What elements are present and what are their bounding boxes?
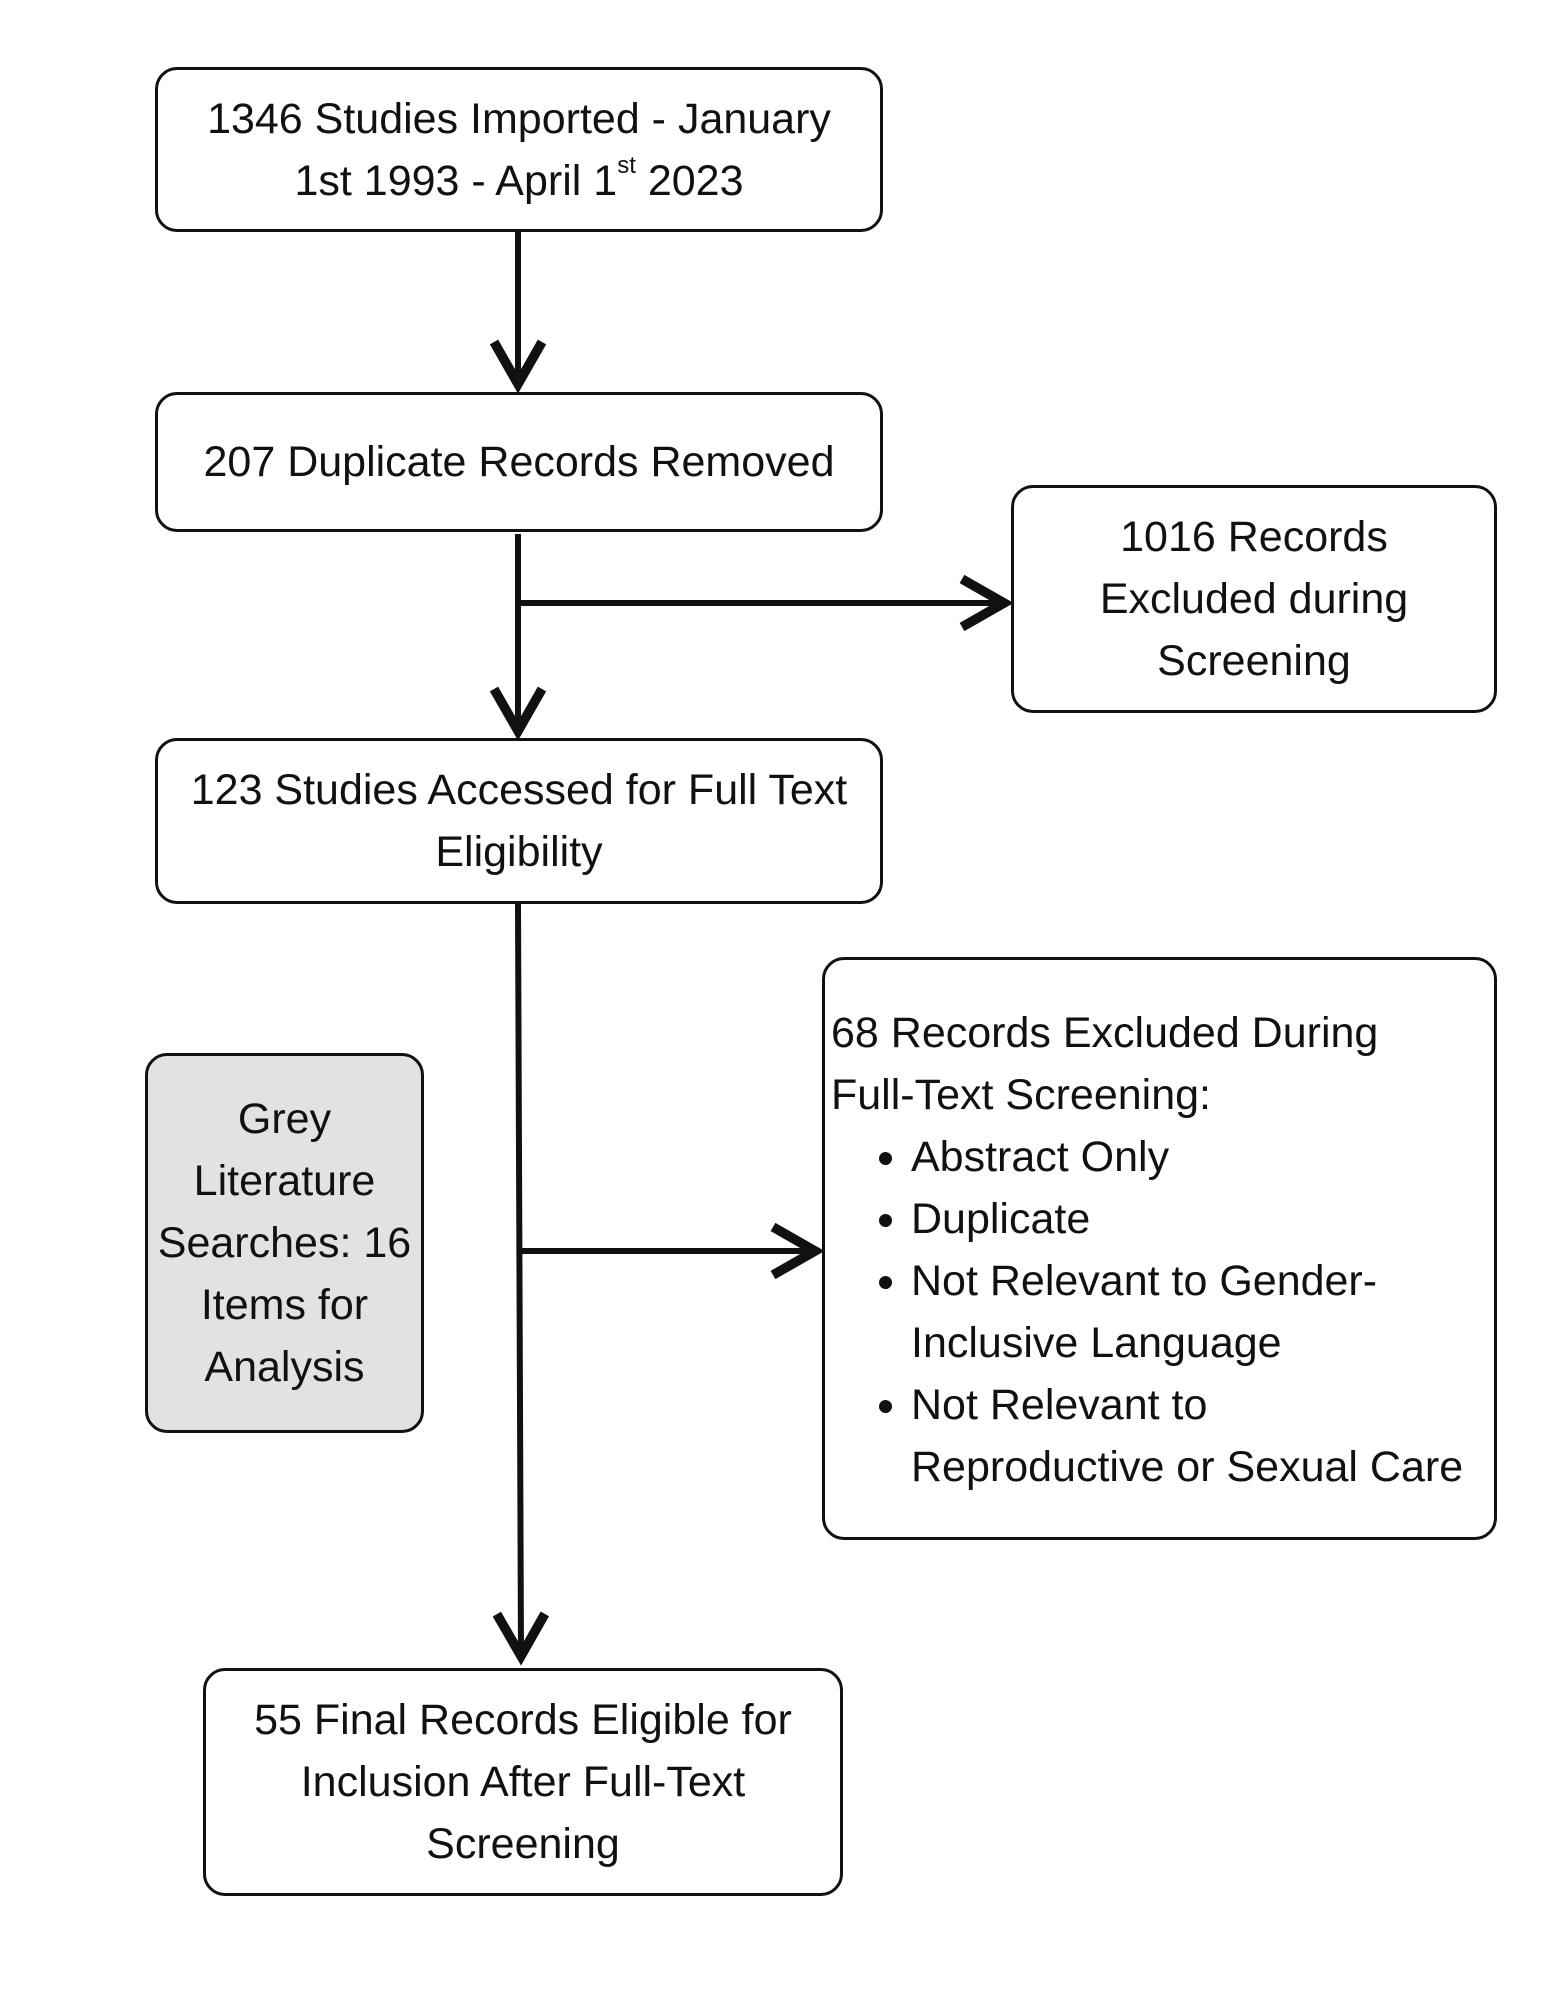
imported-line-2-prefix: 1st 1993 - April 1 (294, 156, 618, 205)
grey-literature-line-4: Items for (200, 1281, 369, 1329)
excluded-full-text-heading-line-2: Full-Text Screening: (831, 1071, 1211, 1119)
exclusion-reason-item: • Duplicate (911, 1188, 1484, 1250)
excluded-screening-line-3: Screening (1157, 637, 1351, 685)
exclusion-reason-item: • Abstract Only (911, 1126, 1484, 1188)
excluded-screening-line-2: Excluded during (1099, 575, 1409, 623)
final-records-box (203, 1668, 843, 1896)
imported-ordinal-superscript: st (617, 152, 636, 180)
final-records-line-3: Screening (426, 1820, 620, 1868)
exclusion-reasons-list (831, 1126, 1484, 1498)
final-records-line-2: Inclusion After Full-Text (300, 1758, 746, 1806)
duplicates-removed-text: 207 Duplicate Records Removed (203, 438, 835, 486)
grey-literature-text (158, 1088, 411, 1398)
excluded-screening-line-1: 1016 Records (1120, 513, 1388, 561)
grey-literature-line-2: Literature (193, 1157, 376, 1205)
grey-literature-line-3: Searches: 16 (157, 1219, 412, 1267)
excluded-screening-text (1100, 506, 1408, 692)
grey-literature-line-1: Grey (237, 1095, 332, 1143)
exclusion-reason-item: • Not Relevant to Reproductive or Sexual Care (911, 1374, 1484, 1498)
imported-studies-text (207, 88, 831, 212)
full-text-line-2: Eligibility (435, 828, 603, 876)
excluded-screening-box (1011, 485, 1497, 713)
full-text-line-1: 123 Studies Accessed for Full Text (190, 766, 848, 814)
final-records-line-1: 55 Final Records Eligible for (254, 1696, 792, 1744)
exclusion-reason-item: • Not Relevant to Gender-Inclusive Language (911, 1250, 1484, 1374)
excluded-full-text-box (822, 957, 1497, 1540)
arrow-full-text-to-final (518, 904, 521, 1656)
imported-studies-box (155, 67, 883, 232)
imported-line-2 (207, 150, 831, 212)
full-text-eligibility-box (155, 738, 883, 904)
final-records-text (254, 1689, 792, 1875)
grey-literature-line-5: Analysis (204, 1343, 365, 1391)
grey-literature-box (145, 1053, 424, 1433)
imported-line-1: 1346 Studies Imported - January (207, 94, 831, 143)
excluded-full-text-heading-line-1: 68 Records Excluded During (831, 1009, 1379, 1057)
full-text-eligibility-text (191, 759, 848, 883)
imported-line-2-suffix: 2023 (635, 156, 744, 205)
duplicates-removed-box (155, 392, 883, 532)
